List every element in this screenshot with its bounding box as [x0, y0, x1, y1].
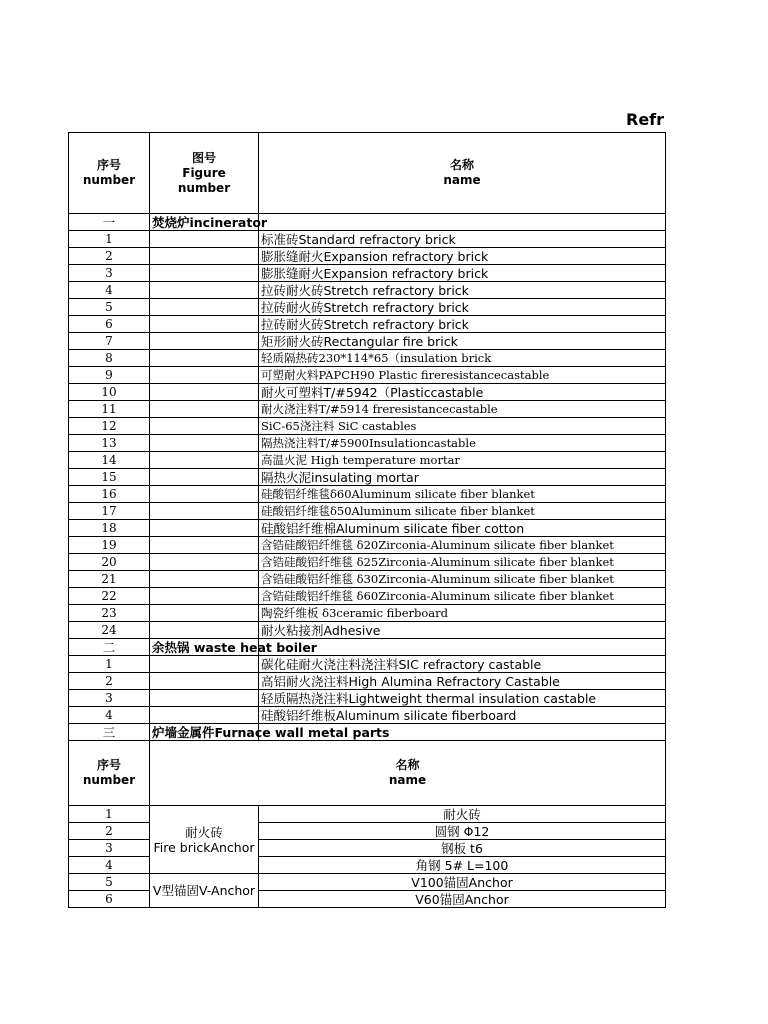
- section-index: 三: [69, 724, 150, 741]
- table-row: [69, 571, 666, 588]
- table-row: [69, 554, 666, 571]
- row-figure-number: [150, 520, 259, 537]
- header-figure-number: [150, 133, 259, 214]
- row-name: 可塑耐火料PAPCH90 Plastic fireresistancecastable: [259, 367, 666, 384]
- row-name: 耐火可塑料T/#5942（Plasticcastable: [259, 384, 666, 401]
- header-name: [259, 133, 666, 214]
- row-figure-number: [150, 418, 259, 435]
- row-figure-number: [150, 486, 259, 503]
- row-figure-number: [150, 367, 259, 384]
- row-number: 4: [69, 282, 150, 299]
- row-number: 9: [69, 367, 150, 384]
- row-number: 1: [69, 656, 150, 673]
- row-name: 膨胀缝耐火Expansion refractory brick: [259, 265, 666, 282]
- row-figure-number: [150, 673, 259, 690]
- row-number: 10: [69, 384, 150, 401]
- row-figure-number: [150, 656, 259, 673]
- row-name: SiC-65浇注料 SiC castables: [259, 418, 666, 435]
- metal-header-name-en: name: [388, 773, 427, 787]
- header-number-cn: 序号: [96, 158, 121, 172]
- section-row: [69, 724, 666, 741]
- metal-part-name: V60锚固Anchor: [259, 891, 666, 908]
- row-number: 3: [69, 690, 150, 707]
- metal-part-name: 钢板 t6: [259, 840, 666, 857]
- header-name-cn: 名称: [449, 158, 474, 172]
- row-number: 24: [69, 622, 150, 639]
- table-row: [69, 673, 666, 690]
- row-number: 15: [69, 469, 150, 486]
- table-row: [69, 350, 666, 367]
- row-number: 4: [69, 707, 150, 724]
- table-row: [69, 588, 666, 605]
- row-number: 12: [69, 418, 150, 435]
- row-name: 轻质隔热浇注料Lightweight thermal insulation castable: [259, 690, 666, 707]
- table-row: [69, 469, 666, 486]
- row-number: 21: [69, 571, 150, 588]
- row-number: 14: [69, 452, 150, 469]
- section-label: 炉墙金属件Furnace wall metal parts: [150, 724, 259, 741]
- table-row: [69, 265, 666, 282]
- row-number: 2: [69, 673, 150, 690]
- table-row: [69, 418, 666, 435]
- document-title: Refr: [626, 110, 665, 129]
- row-figure-number: [150, 707, 259, 724]
- header-name-en: name: [443, 173, 481, 187]
- row-name: 标准砖Standard refractory brick: [259, 231, 666, 248]
- section-label: 焚烧炉incinerator: [150, 214, 259, 231]
- metal-header-number-cn: 序号: [96, 758, 121, 772]
- row-number: 19: [69, 537, 150, 554]
- metal-group-label-line2: Fire brickAnchor: [153, 839, 255, 855]
- header-figure-en-2: number: [177, 180, 231, 195]
- row-name: 耐火浇注料T/#5914 freresistancecastable: [259, 401, 666, 418]
- section-row: [69, 214, 666, 231]
- row-name: 陶瓷纤维板 δ3ceramic fiberboard: [259, 605, 666, 622]
- row-name: 含锆硅酸铝纤维毯 δ25Zirconia-Aluminum silicate fiber blanket: [259, 554, 666, 571]
- row-number: 8: [69, 350, 150, 367]
- row-name: 硅酸铝纤维毯δ60Aluminum silicate fiber blanket: [259, 486, 666, 503]
- row-name: 隔热火泥insulating mortar: [259, 469, 666, 486]
- row-name: 硅酸铝纤维毯δ50Aluminum silicate fiber blanket: [259, 503, 666, 520]
- row-number: 20: [69, 554, 150, 571]
- row-figure-number: [150, 435, 259, 452]
- row-figure-number: [150, 333, 259, 350]
- metal-parts-row: [69, 806, 666, 823]
- table-row: [69, 707, 666, 724]
- row-number: 1: [69, 806, 150, 823]
- row-number: 2: [69, 823, 150, 840]
- table-row: [69, 520, 666, 537]
- refractory-materials-table: [68, 132, 666, 908]
- metal-parts-header-row: [69, 741, 666, 806]
- section-index: 一: [69, 214, 150, 231]
- header-figure-en-1: Figure: [182, 165, 226, 180]
- row-number: 2: [69, 248, 150, 265]
- table-row: [69, 605, 666, 622]
- table-row: [69, 248, 666, 265]
- table-row: [69, 503, 666, 520]
- header-number: [69, 133, 150, 214]
- row-number: 11: [69, 401, 150, 418]
- row-figure-number: [150, 282, 259, 299]
- row-name: 耐火粘接剂Adhesive: [259, 622, 666, 639]
- row-figure-number: [150, 605, 259, 622]
- table-row: [69, 333, 666, 350]
- row-name: 膨胀缝耐火Expansion refractory brick: [259, 248, 666, 265]
- row-figure-number: [150, 571, 259, 588]
- section-label: 余热锅 waste heat boiler: [150, 639, 259, 656]
- metal-part-name: 圆钢 Φ12: [259, 823, 666, 840]
- row-figure-number: [150, 231, 259, 248]
- table-row: [69, 367, 666, 384]
- row-number: 23: [69, 605, 150, 622]
- row-figure-number: [150, 537, 259, 554]
- table-row: [69, 231, 666, 248]
- row-name: 硅酸铝纤维棉Aluminum silicate fiber cotton: [259, 520, 666, 537]
- row-number: 5: [69, 874, 150, 891]
- table-row: [69, 282, 666, 299]
- row-figure-number: [150, 588, 259, 605]
- row-number: 5: [69, 299, 150, 316]
- table-row: [69, 690, 666, 707]
- row-number: 13: [69, 435, 150, 452]
- table-row: [69, 656, 666, 673]
- row-name: 矩形耐火砖Rectangular fire brick: [259, 333, 666, 350]
- row-figure-number: [150, 554, 259, 571]
- row-name: 含锆硅酸铝纤维毯 δ30Zirconia-Aluminum silicate fiber blanket: [259, 571, 666, 588]
- row-name: 碳化硅耐火浇注料浇注料SIC refractory castable: [259, 656, 666, 673]
- row-number: 3: [69, 265, 150, 282]
- row-figure-number: [150, 316, 259, 333]
- metal-header-name: [150, 741, 666, 806]
- row-figure-number: [150, 384, 259, 401]
- metal-part-name: V100锚固Anchor: [259, 874, 666, 891]
- row-name: 拉砖耐火砖Stretch refractory brick: [259, 316, 666, 333]
- metal-group-label: [150, 806, 259, 874]
- metal-part-name: 角钢 5# L=100: [259, 857, 666, 874]
- table-row: [69, 401, 666, 418]
- metal-group-label-line1: 耐火砖: [185, 824, 223, 840]
- row-number: 16: [69, 486, 150, 503]
- row-number: 3: [69, 840, 150, 857]
- metal-parts-row: [69, 874, 666, 891]
- row-number: 22: [69, 588, 150, 605]
- row-figure-number: [150, 503, 259, 520]
- row-number: 1: [69, 231, 150, 248]
- row-name: 轻质隔热砖230*114*65（insulation brick: [259, 350, 666, 367]
- metal-header-name-cn: 名称: [395, 758, 420, 772]
- row-figure-number: [150, 622, 259, 639]
- row-name: 高温火泥 High temperature mortar: [259, 452, 666, 469]
- table-header-row: [69, 133, 666, 214]
- table-row: [69, 486, 666, 503]
- metal-group-label: V型锚固V-Anchor: [150, 874, 259, 908]
- row-number: 6: [69, 891, 150, 908]
- table-row: [69, 537, 666, 554]
- section-empty-cell: [259, 639, 666, 656]
- table-row: [69, 316, 666, 333]
- row-figure-number: [150, 350, 259, 367]
- row-figure-number: [150, 265, 259, 282]
- row-number: 18: [69, 520, 150, 537]
- metal-header-number: [69, 741, 150, 806]
- header-figure-cn: 图号: [191, 150, 216, 165]
- row-number: 7: [69, 333, 150, 350]
- row-figure-number: [150, 248, 259, 265]
- row-figure-number: [150, 299, 259, 316]
- row-figure-number: [150, 469, 259, 486]
- table-row: [69, 622, 666, 639]
- row-number: 17: [69, 503, 150, 520]
- header-number-en: number: [82, 173, 136, 187]
- row-name: 拉砖耐火砖Stretch refractory brick: [259, 282, 666, 299]
- row-figure-number: [150, 401, 259, 418]
- section-row: [69, 639, 666, 656]
- row-name: 含锆硅酸铝纤维毯 δ20Zirconia-Aluminum silicate fiber blanket: [259, 537, 666, 554]
- table-row: [69, 452, 666, 469]
- row-name: 高铝耐火浇注料High Alumina Refractory Castable: [259, 673, 666, 690]
- row-figure-number: [150, 452, 259, 469]
- row-figure-number: [150, 690, 259, 707]
- table-row: [69, 384, 666, 401]
- row-name: 隔热浇注料T/#5900Insulationcastable: [259, 435, 666, 452]
- row-name: 含锆硅酸铝纤维毯 δ60Zirconia-Aluminum silicate fiber blanket: [259, 588, 666, 605]
- row-number: 6: [69, 316, 150, 333]
- section-index: 二: [69, 639, 150, 656]
- row-name: 硅酸铝纤维板Aluminum silicate fiberboard: [259, 707, 666, 724]
- metal-header-number-en: number: [82, 773, 136, 787]
- row-name: 拉砖耐火砖Stretch refractory brick: [259, 299, 666, 316]
- table-row: [69, 299, 666, 316]
- section-empty-cell: [259, 214, 666, 231]
- table-row: [69, 435, 666, 452]
- metal-part-name: 耐火砖: [259, 806, 666, 823]
- row-number: 4: [69, 857, 150, 874]
